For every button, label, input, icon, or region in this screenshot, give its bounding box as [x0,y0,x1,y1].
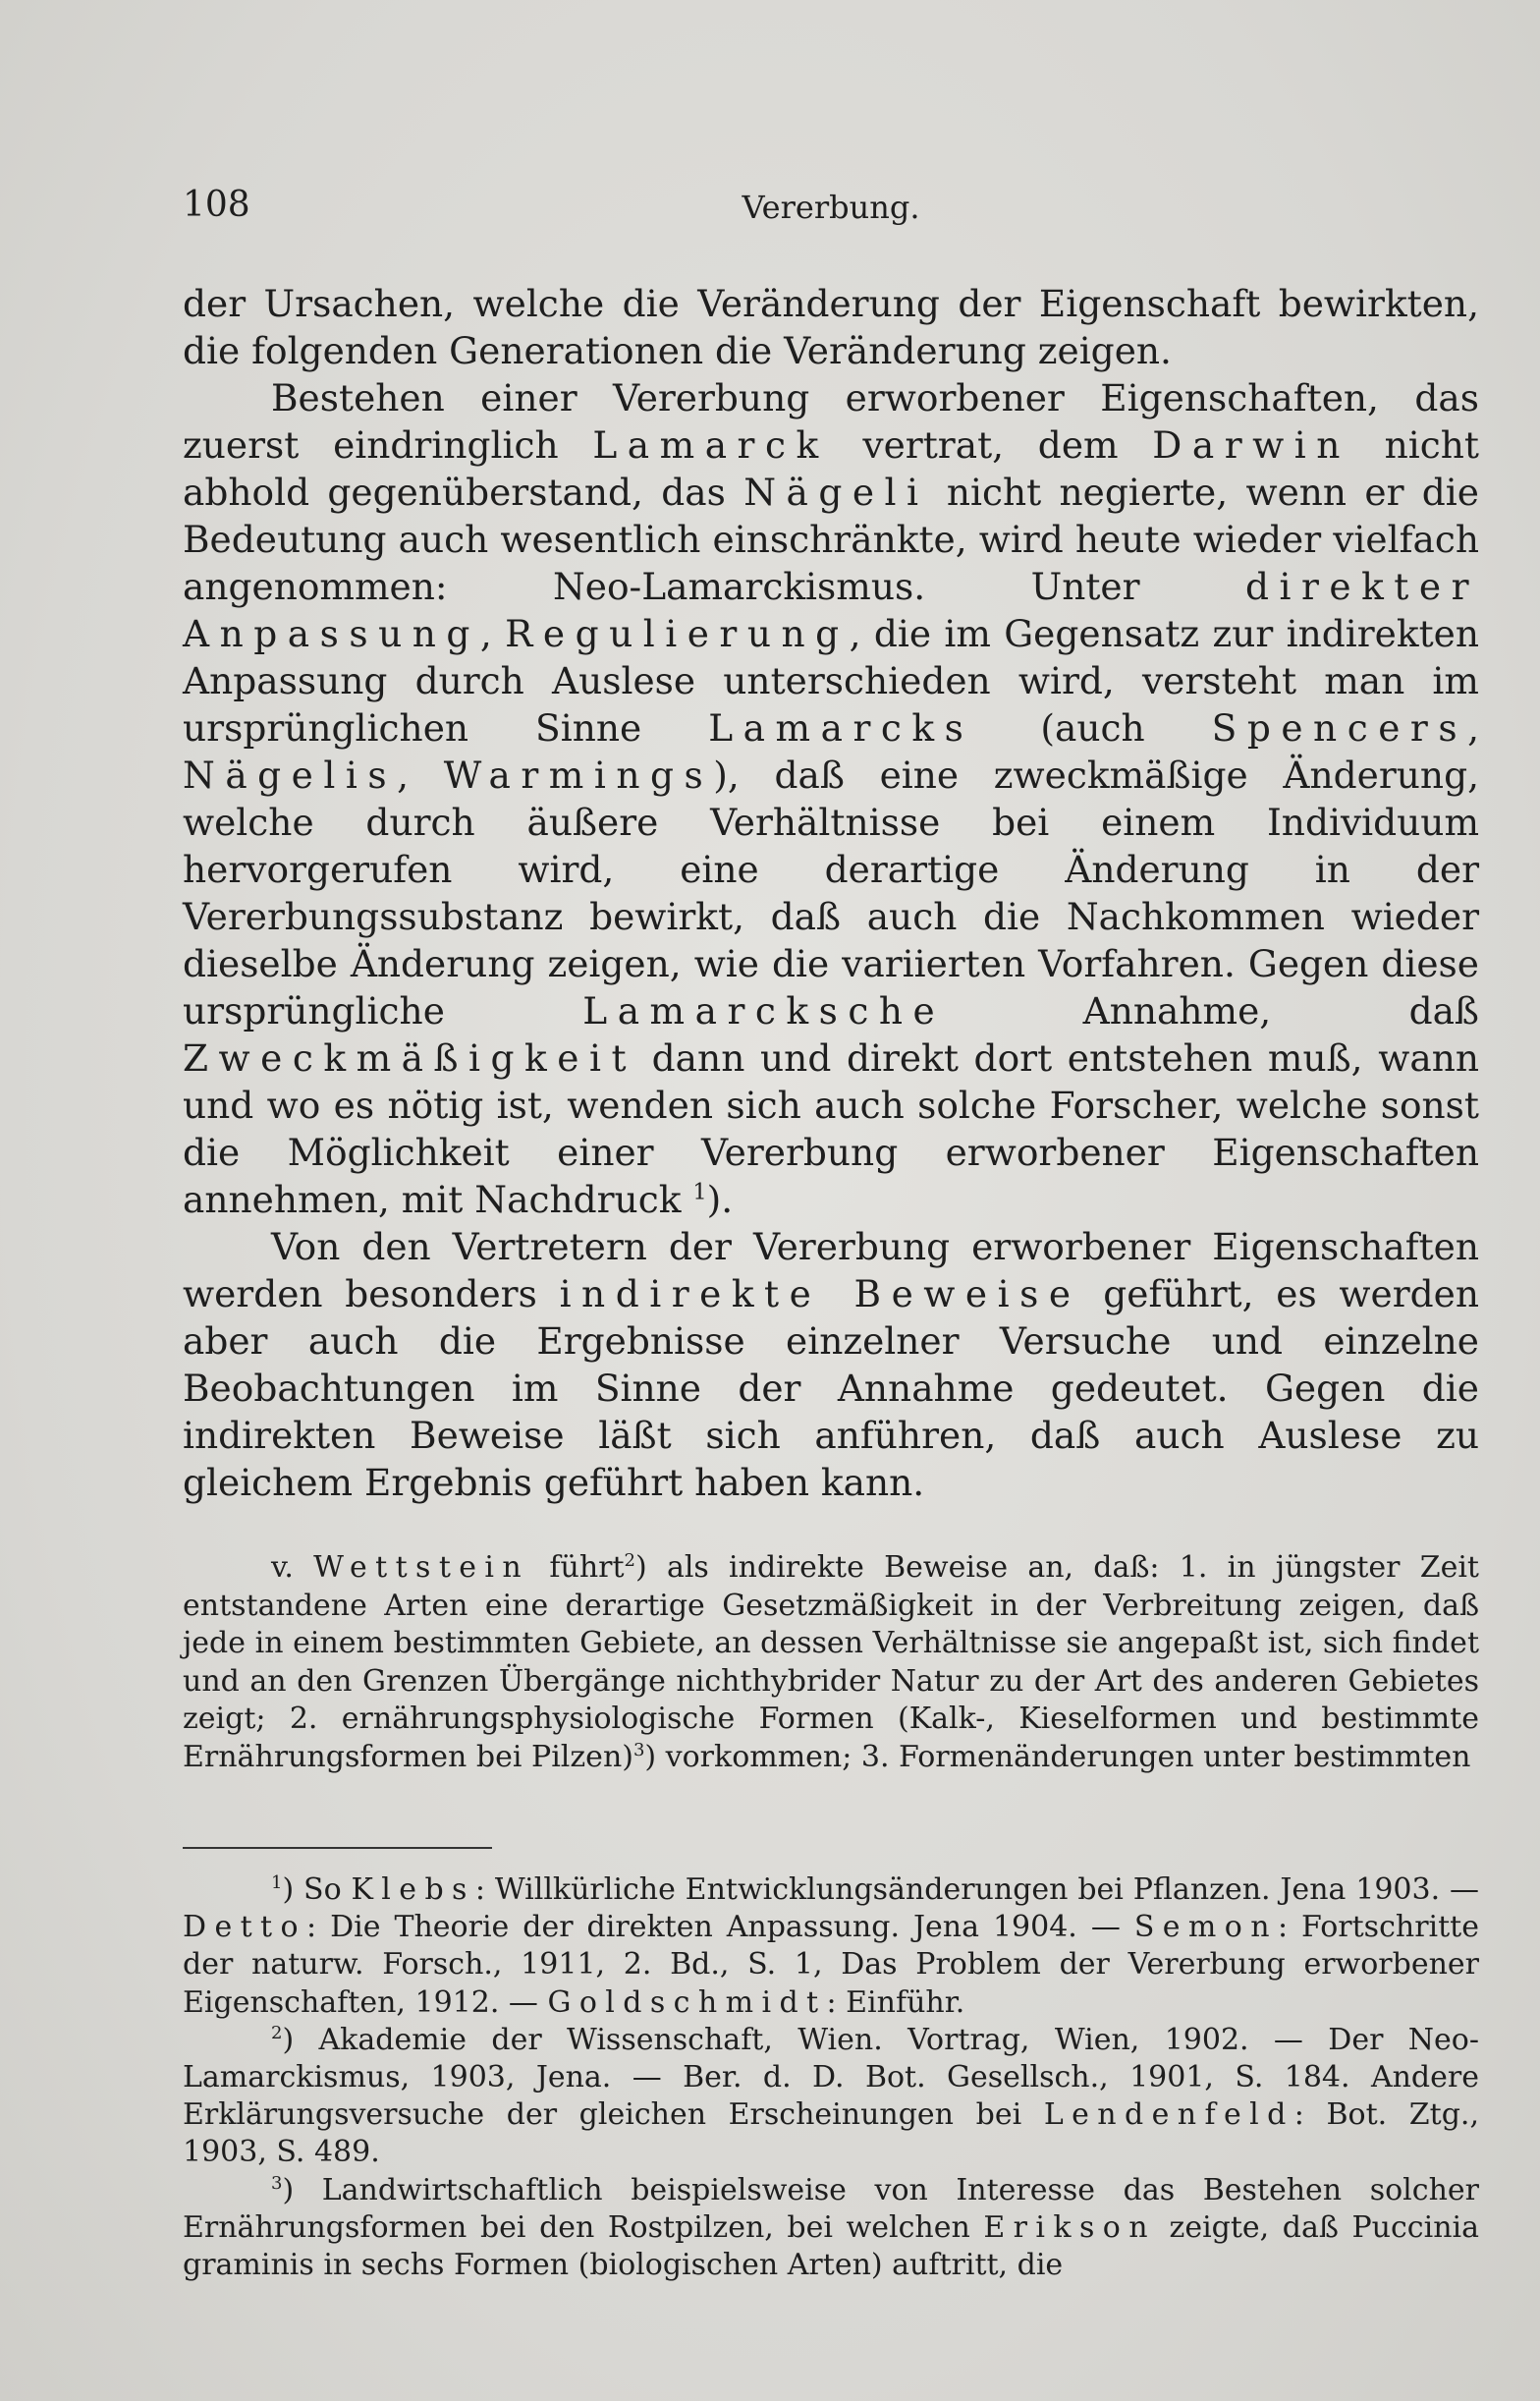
footnote-divider [183,1847,492,1849]
footnote-1: $^1$) So Klebs: Willkürliche Entwicklungsänderungen bei Pflanzen. Jena 1903. — Detto: Die Theorie der direkten Anpassung. Jena 1904. — Semon: Fortschritte der naturw. Forsch., 1911, 2. Bd., S. 1, Das Problem der Vererbung erworbener Eigenschaften, 1912. — Goldschmidt: Einführ. [183,1872,1479,2020]
footnote-ref: 3 [632,1739,645,1760]
spaced-term: Zweckmäßigkeit [183,1036,637,1080]
spaced-term: direkter Anpassung [183,565,1479,655]
spaced-name: Wettstein [313,1550,530,1585]
small-print-paragraph: v. Wettstein führt$^2$) als indirekte Beweise an, daß: 1. in jüngster Zeit entstandene Arten eine derartige Gesetzmäßigkeit in der Verbreitung zeigen, daß jede in einem bestimmten Gebiete, an dessen Verhältnisse sie angepaßt ist, sich findet und an den Grenzen Übergänge nichthybrider Natur zu der Art des anderen Gebietes zeigt; 2. ernährungsphysiologische Formen (Kalk-, Kieselformen und bestimmte Ernährungsformen bei Pilzen)$^3$) vorkommen; 3. Formenänderungen unter bestimmten [183,1550,1479,1774]
paragraph-1: der Ursachen, welche die Veränderung der Eigenschaft bewirkten, die folgenden Generationen die Veränderung zeigen. [183,282,1479,372]
spaced-name: Semon [1133,1910,1278,1945]
paragraph-3: Von den Vertretern der Vererbung erworbener Eigenschaften werden besonders indirekte Beweise geführt, es werden aber auch die Ergebnisse einzelner Versuche und einzelne Beobachtungen im Sinne der Annahme gedeutet. Gegen die indirekten Beweise läßt sich anführen, daß auch Auslese zu gleichem Ergebnis geführt haben kann. [183,1225,1479,1504]
spaced-name: Goldschmidt [547,1984,827,2020]
main-text [183,280,1479,1506]
spaced-name: Darwin [1152,423,1350,467]
spaced-name: Nägelis [183,754,398,797]
footnote-3: $^3$) Landwirtschaftlich beispielsweise von Interesse das Bestehen solcher Ernährungsformen bei den Rostpilzen, bei welchen Erikson zeigte, daß Puccinia graminis in sechs Formen (biologischen Arten) auftritt, die [183,2172,1479,2283]
footnote-ref: 2 [624,1550,635,1571]
spaced-name: Spencers [1211,706,1468,750]
page-number: 108 [183,185,250,225]
spaced-name: Lamarck [592,423,829,467]
spaced-term: Regulierung [505,612,850,655]
spaced-name: Lamarcks [708,706,974,750]
footnote-ref: 1 [692,1179,707,1205]
spaced-name: Detto [183,1910,306,1945]
spaced-name: Erikson [983,2209,1156,2245]
page-header [183,185,1479,244]
spaced-name: Nägeli [743,471,929,514]
spaced-term: indirekte Beweise [559,1272,1081,1315]
spaced-name: Warmings [443,754,714,797]
spaced-name: Lendenfeld [1043,2097,1294,2133]
footnotes [183,1871,1479,2284]
spaced-name: Klebs [351,1872,475,1907]
paragraph-2: Bestehen einer Vererbung erworbener Eigenschaften, das zuerst eindringlich Lamarck vertrat, dem Darwin nicht abhold gegenüberstand, das Nägeli nicht negierte, wenn er die Bedeutung auch wesentlich einschränkte, wird heute wieder vielfach angenommen: Neo-Lamarckismus. Unter direkter Anpassung, Regulierung, die im Gegensatz zur indirekten Anpassung durch Auslese unterschieden wird, versteht man im ursprünglichen Sinne Lamarcks (auch Spencers, Nägelis, Warmings), daß eine zweckmäßige Änderung, welche durch äußere Verhältnisse bei einem Individuum hervorgerufen wird, eine derartige Änderung in der Vererbungssubstanz bewirkt, daß auch die Nachkommen wieder dieselbe Änderung zeigen, wie die variierten Vorfahren. Gegen diese ursprüngliche Lamarcksche Annahme, daß Zweckmäßigkeit dann und direkt dort entstehen muß, wann und wo es nötig ist, wenden sich auch solche Forscher, welche sonst die Möglichkeit einer Vererbung erworbener Eigenschaften annehmen, mit Nachdruck $^1$). [183,376,1479,1221]
footnote-2: $^2$) Akademie der Wissenschaft, Wien. Vortrag, Wien, 1902. — Der Neo-Lamarckismus, 1903, Jena. — Ber. d. D. Bot. Gesellsch., 1901, S. 184. Andere Erklärungsversuche der gleichen Erscheinungen bei Lendenfeld: Bot. Ztg., 1903, S. 489. [183,2022,1479,2170]
running-title: Vererbung. [742,189,920,226]
spaced-name: Lamarcksche [582,989,946,1033]
